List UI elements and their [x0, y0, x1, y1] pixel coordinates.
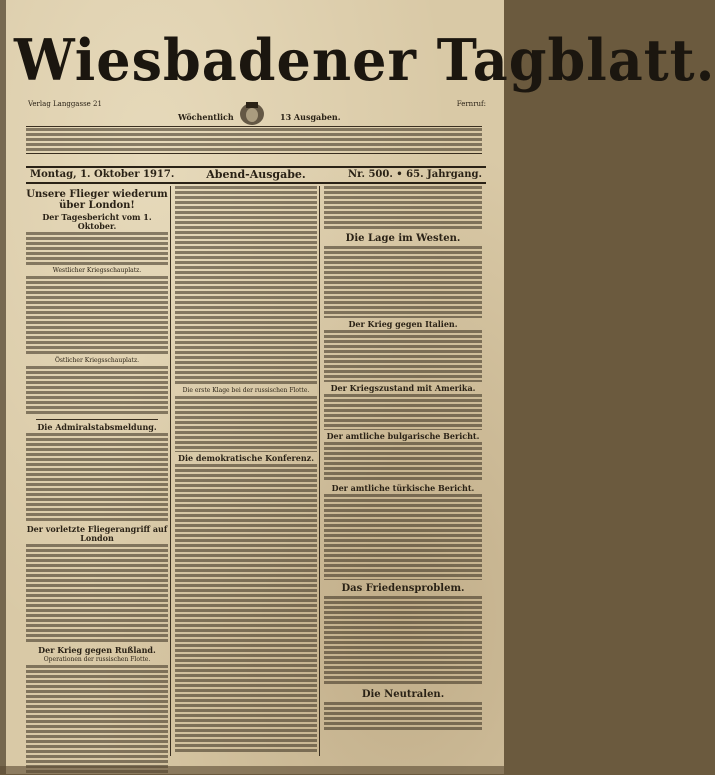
headline: Das Friedensproblem.	[341, 583, 465, 594]
article-text	[324, 394, 482, 430]
issue-count: 13 Ausgaben.	[280, 112, 341, 122]
article-text	[324, 702, 482, 732]
article-text	[26, 665, 168, 775]
article-text	[324, 330, 482, 382]
article-text	[175, 396, 317, 452]
subscription-notice	[26, 126, 482, 154]
issue-frequency: Wöchentlich	[178, 112, 234, 122]
edition-label: Abend-Ausgabe.	[206, 168, 306, 181]
coat-of-arms-icon	[232, 98, 272, 128]
headline: Der vorletzte Fliegerangriff auf London	[26, 524, 168, 543]
headline: Der amtliche bulgarische Bericht.	[326, 431, 480, 441]
article-text	[26, 276, 168, 356]
headline: Die Neutralen.	[361, 689, 445, 700]
column-2	[175, 186, 317, 756]
column-3	[324, 186, 482, 756]
headline: Unsere Flieger wiederum über London!	[26, 189, 168, 211]
headline: Die demokratische Konferenz.	[178, 453, 314, 463]
publisher-info: Verlag Langgasse 21	[28, 100, 102, 108]
column-rule	[170, 186, 171, 756]
article-text	[26, 366, 168, 416]
column-rule	[319, 186, 320, 756]
headline: Der Krieg gegen Italien.	[348, 319, 458, 329]
subheadline: Der Tagesbericht vom 1. Oktober.	[42, 212, 152, 231]
page-edge	[0, 766, 504, 774]
article-text	[175, 464, 317, 754]
page-edge	[0, 0, 6, 774]
article-text	[324, 246, 482, 318]
issue-date: Montag, 1. Oktober 1917.	[30, 169, 175, 180]
masthead-title: Wiesbadener Tagblatt.	[14, 26, 715, 94]
article-text	[324, 494, 482, 580]
section-heading: Operationen der russischen Flotte.	[43, 656, 151, 663]
article-text	[175, 186, 317, 386]
article-text	[324, 186, 482, 230]
article-text	[26, 232, 168, 266]
issue-number: Nr. 500. • 65. Jahrgang.	[347, 169, 482, 180]
date-bar	[26, 166, 486, 184]
section-heading: Die erste Klage bei der russischen Flotte.	[182, 387, 310, 394]
article-text	[26, 433, 168, 523]
headline: Die Admiralstabsmeldung.	[37, 422, 157, 432]
notice-text	[26, 128, 482, 152]
headline: Der Krieg gegen Rußland.	[38, 645, 156, 655]
article-text	[26, 544, 168, 644]
section-heading: Westlicher Kriegsschauplatz.	[52, 267, 142, 274]
article-text	[324, 442, 482, 482]
article-text	[324, 596, 482, 686]
headline: Der amtliche türkische Bericht.	[331, 483, 475, 493]
column-1	[26, 186, 168, 756]
section-heading: Östlicher Kriegsschauplatz.	[54, 357, 140, 364]
phone-label: Fernruf:	[456, 100, 486, 108]
headline: Der Kriegszustand mit Amerika.	[330, 383, 476, 393]
headline: Die Lage im Westen.	[345, 233, 461, 244]
